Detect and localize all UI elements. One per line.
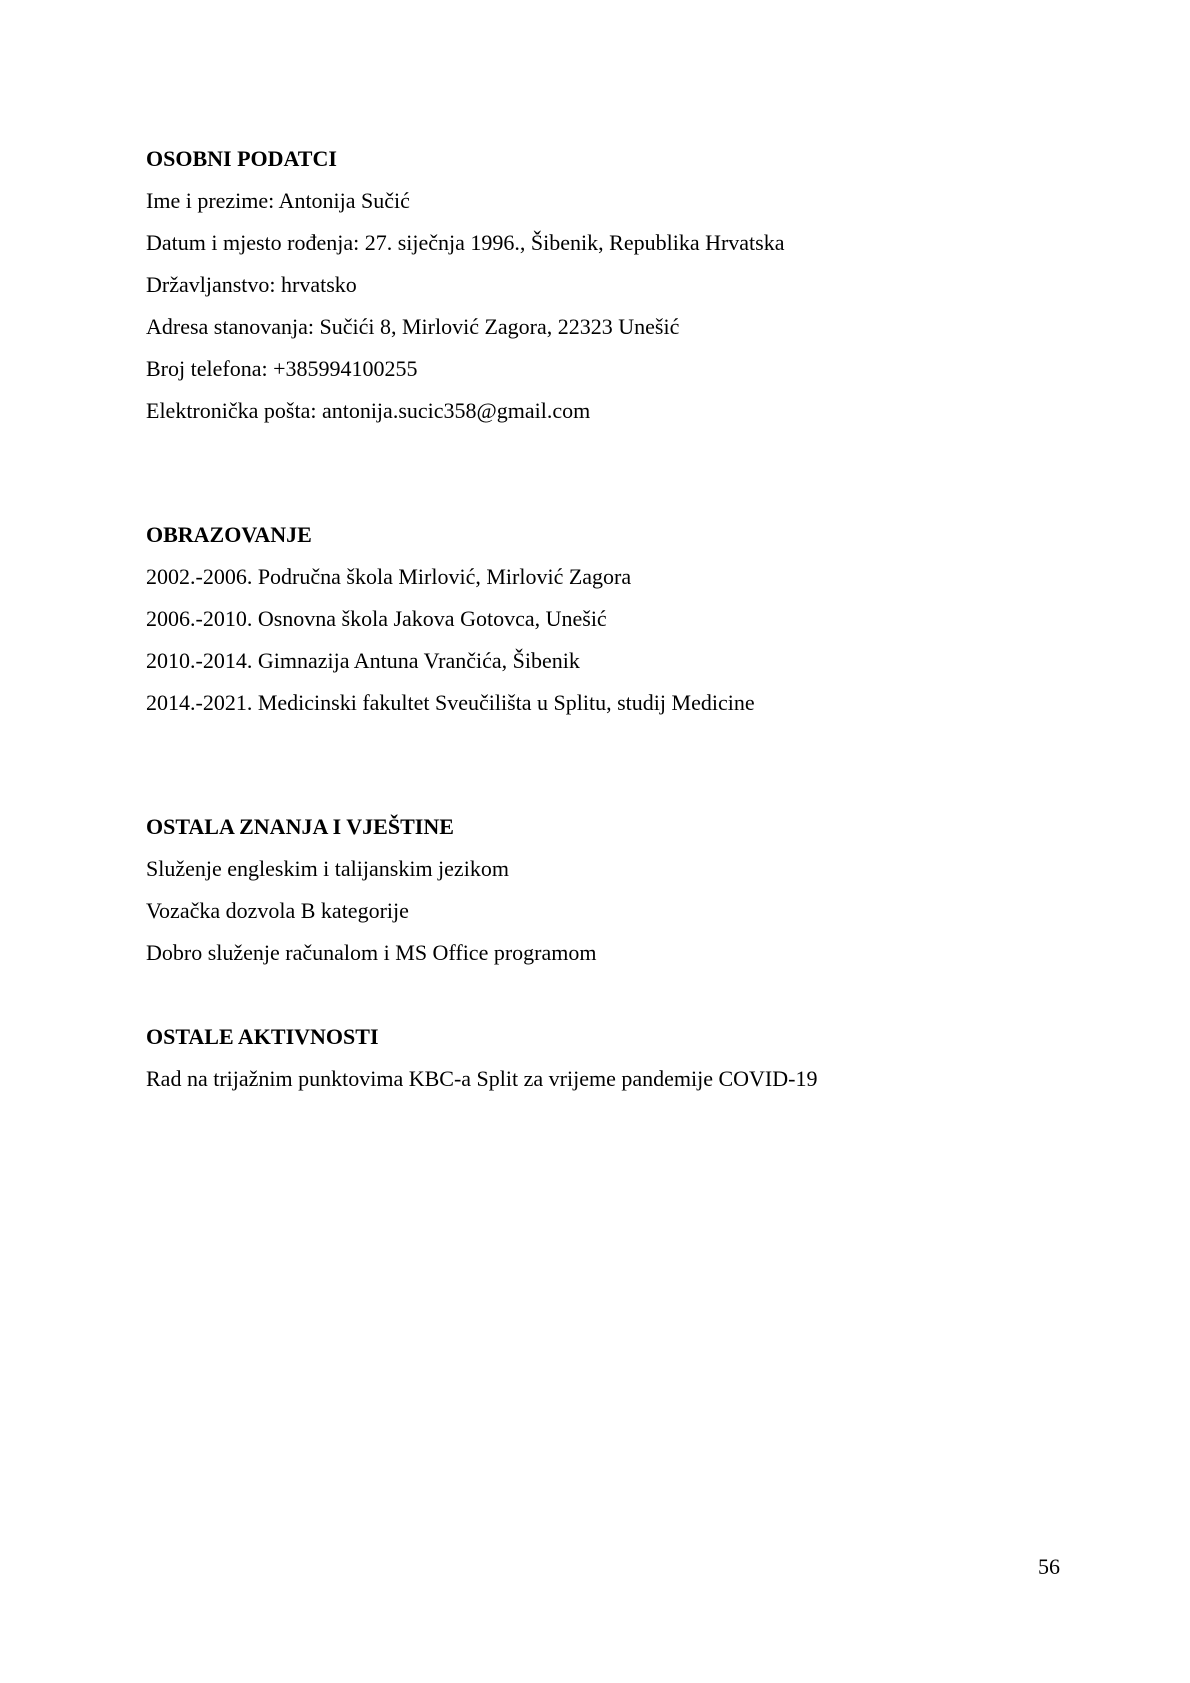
address-line: Adresa stanovanja: Sučići 8, Mirlović Zagora, 22323 Unešić	[146, 314, 680, 339]
skill-item: Dobro služenje računalom i MS Office programom	[146, 940, 597, 965]
education-heading: OBRAZOVANJE	[146, 522, 312, 547]
activities-heading: OSTALE AKTIVNOSTI	[146, 1024, 379, 1049]
full-name-line: Ime i prezime: Antonija Sučić	[146, 188, 410, 213]
page-number: 56	[1038, 1554, 1060, 1579]
skill-item: Vozačka dozvola B kategorije	[146, 898, 409, 923]
email-line: Elektronička pošta: antonija.sucic358@gmail.com	[146, 398, 591, 423]
birth-date-place-line: Datum i mjesto rođenja: 27. siječnja 1996., Šibenik, Republika Hrvatska	[146, 230, 785, 255]
education-item: 2014.-2021. Medicinski fakultet Sveučilišta u Splitu, studij Medicine	[146, 690, 755, 715]
education-item: 2006.-2010. Osnovna škola Jakova Gotovca, Unešić	[146, 606, 607, 631]
activity-item: Rad na trijažnim punktovima KBC-a Split za vrijeme pandemije COVID-19	[146, 1066, 818, 1091]
education-section	[146, 514, 1066, 724]
phone-line: Broj telefona: +385994100255	[146, 356, 418, 381]
personal-data-heading: OSOBNI PODATCI	[146, 146, 337, 171]
education-item: 2002.-2006. Područna škola Mirlović, Mirlović Zagora	[146, 564, 632, 589]
activities-section	[146, 1016, 1066, 1100]
education-item: 2010.-2014. Gimnazija Antuna Vrančića, Šibenik	[146, 648, 580, 673]
skills-heading: OSTALA ZNANJA I VJEŠTINE	[146, 814, 454, 839]
skills-section	[146, 806, 1066, 974]
skill-item: Služenje engleskim i talijanskim jezikom	[146, 856, 509, 881]
citizenship-line: Državljanstvo: hrvatsko	[146, 272, 357, 297]
personal-data-section	[146, 138, 1066, 432]
